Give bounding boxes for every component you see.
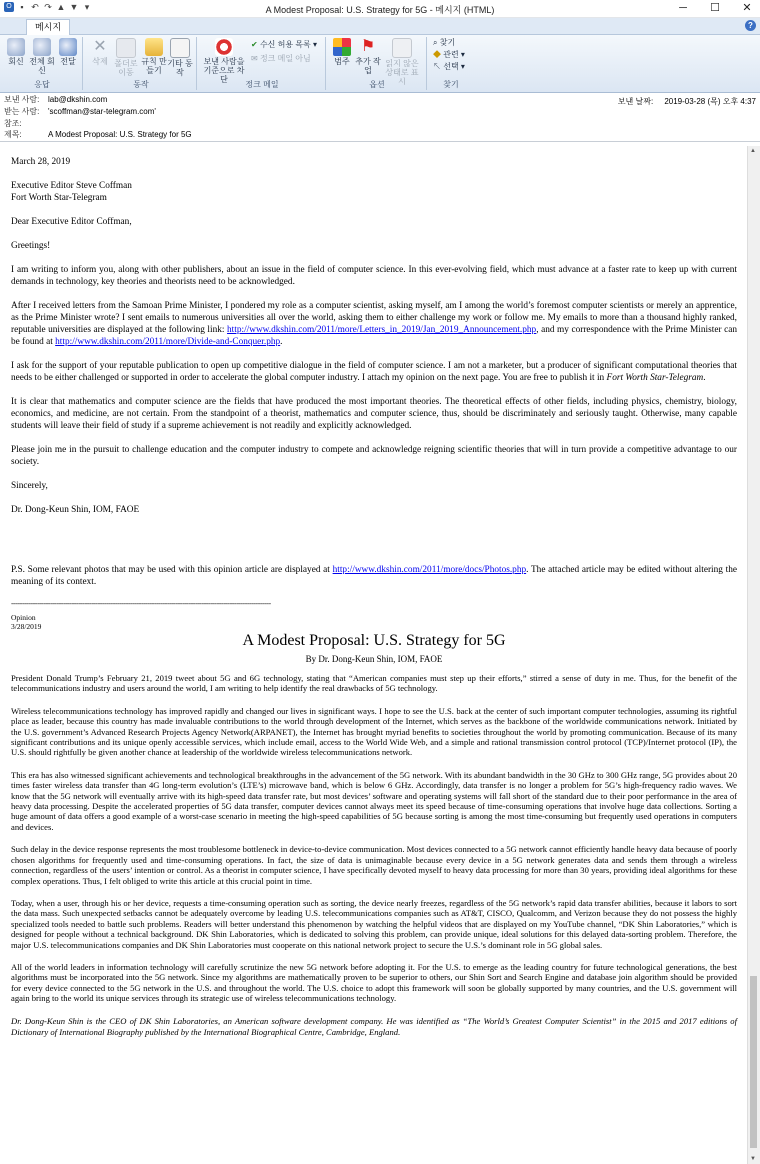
reply-button[interactable]: 회신 bbox=[2, 37, 30, 66]
reply-all-button[interactable]: 전체 회신 bbox=[28, 37, 56, 75]
flag-icon: ⚑ bbox=[360, 38, 376, 55]
ribbon-group-respond bbox=[2, 37, 83, 90]
ribbon-group-label: 동작 bbox=[133, 80, 149, 89]
scroll-up-icon[interactable]: ▲ bbox=[750, 148, 756, 154]
redo-icon[interactable]: ↷ bbox=[44, 2, 52, 12]
cc-row: 참조: bbox=[4, 119, 22, 128]
reply-icon bbox=[7, 38, 25, 56]
salutation: Dear Executive Editor Coffman, bbox=[11, 217, 132, 227]
reply-all-icon bbox=[33, 38, 51, 56]
delete-icon: ✕ bbox=[93, 38, 107, 55]
article-paragraph: Such delay in the device response represents the most troublesome bottleneck in device-to-device communication. Most devices connected to a 5G network cannot efficiently handle heavy data because of poorly chosen algorithms for frequently used and time-consuming operations. In fact, the size of data is unimaginable because every device in a 5G network generates data and sends them through a wireless connection, regardless of the users’ intention or control. As a theorist in computer science, I have specifically devoted myself to heavy data processing for more than 30 years, providing ideal algorithms for these complex operations. Thus, I felt obliged to write this article at this crucial point in time. bbox=[11, 844, 737, 886]
separator-line: ------------------------------------------------------------------------------------------------------------------------ bbox=[11, 599, 271, 608]
to-row: 받는 사람: 'scoffman@star-telegram.com' bbox=[4, 107, 156, 116]
related-button[interactable]: ◆ 관련 ▾ bbox=[433, 50, 465, 59]
customize-toolbar-icon[interactable]: ▾ bbox=[84, 2, 90, 12]
title-bar bbox=[0, 0, 760, 18]
follow-up-button[interactable]: ⚑ 추가 작업 bbox=[355, 38, 381, 75]
greeting: Greetings! bbox=[11, 241, 51, 251]
categorize-button[interactable]: 범주 bbox=[328, 37, 356, 66]
undo-icon[interactable]: ↶ bbox=[31, 2, 39, 12]
up-arrow-icon[interactable]: ▲ bbox=[56, 2, 66, 12]
forward-icon bbox=[59, 38, 77, 56]
outlook-app-icon[interactable]: O bbox=[4, 2, 14, 12]
select-button[interactable]: ↖ 선택 ▾ bbox=[433, 62, 465, 71]
related-icon: ◆ bbox=[433, 50, 441, 59]
ribbon-group-label: 옵션 bbox=[369, 80, 385, 89]
save-icon[interactable]: ▪ bbox=[20, 2, 24, 12]
article-paragraph: This era has also witnessed significant achievements and technological breakthroughs in the advancement of the 5G network. With its abundant bandwidth in the 30 GHz to 300 GHz range, 5G provides about 20 times faster wireless data transfer than 4G long-term evolution’s (LTE’s) microwave band, which is below 6 GHz. Accordingly, data transfer is no longer a problem for 5G’s high-frequency radio waves. We know that the 5G network will eventually arrive with its high-speed data transfer rate, but most devices’ software and operating systems will fall short of the standard due to their poor performance in the area of heavy data processing. Despite the accelerated properties of 5G data transfer, computer devices cannot always meet its speed because of time-consuming operations that involve huge data collections. Sorting a huge amount of data offers a good example of a worst-case scenario in meeting the high-speed capabilities of 5G because sorting is among the most time-consuming but frequently used operations in computers and devices. bbox=[11, 769, 737, 832]
message-body[interactable] bbox=[0, 146, 748, 1164]
article-label: Opinion bbox=[11, 613, 36, 622]
scroll-down-icon[interactable]: ▼ bbox=[750, 1156, 756, 1162]
subject-row: 제목: A Modest Proposal: U.S. Strategy for 5G bbox=[4, 130, 192, 139]
move-to-folder-button[interactable]: 폴더로 이동 bbox=[112, 37, 140, 77]
scrollbar-thumb[interactable] bbox=[750, 976, 757, 1148]
mark-unread-button[interactable]: 읽지 않은 상태로 표시 bbox=[382, 37, 422, 86]
down-arrow-icon[interactable]: ▼ bbox=[69, 2, 79, 12]
select-icon: ↖ bbox=[433, 62, 441, 71]
create-rule-button[interactable]: 규칙 만들기 bbox=[140, 37, 168, 75]
subject-value: A Modest Proposal: U.S. Strategy for 5G bbox=[48, 130, 192, 139]
window-title: A Modest Proposal: U.S. Strategy for 5G - 메시지 (HTML) bbox=[265, 5, 495, 15]
to-value[interactable]: 'scoffman@star-telegram.com' bbox=[48, 107, 156, 116]
article-date: 3/28/2019 bbox=[11, 622, 42, 631]
divide-and-conquer-link[interactable]: http://www.dkshin.com/2011/more/Divide-and-Conquer.php bbox=[55, 337, 281, 347]
ribbon-group-actions bbox=[86, 37, 197, 90]
ribbon-group-label: 응답 bbox=[34, 80, 50, 89]
ribbon-group-label: 찾기 bbox=[443, 80, 459, 89]
minimize-button[interactable]: ─ bbox=[679, 2, 687, 14]
article-paragraph: All of the world leaders in information technology will carefully scrutinize the new 5G network before adopting it. For the U.S. to emerge as the leading country for future technological generations, the best algorithms must be incorporated into the 5G network. Since my algorithms are mathematically proven to be superior to others, our Shin Sort and Search Engine and database join algorithm should be provided for every device connected to the 5G network in the U.S. and throughout the world. The U.S. choice to adopt this framework will soon be globally supported by many countries, and the U.S. government will again bring to the world its unique services through its strategic use of wireless telecommunications technology. bbox=[11, 961, 737, 1004]
from-row: 보낸 사람: lab@dkshin.com bbox=[4, 95, 108, 104]
article-title: A Modest Proposal: U.S. Strategy for 5G bbox=[242, 632, 506, 649]
letter-paragraph: It is clear that mathematics and computer science are the fields that have produced the most important theories. The theoretical effects of other fields, including physics, chemistry, biology, economics, and medicine, are not certain. From the standpoint of a theorist, mathematics and computer science, thus, should be discriminately and seriously taught. Otherwise, many capable students will leave their field of study if a supreme achievement is not readily and explicitly acknowledged. bbox=[11, 397, 737, 431]
vertical-scrollbar[interactable] bbox=[747, 146, 760, 1164]
ribbon-group-label: 정크 메일 bbox=[245, 80, 279, 89]
letter-paragraph: I am writing to inform you, along with other publishers, about an issue in the field of computer science. In this ever-evolving field, which must advance at a faster rate to keep up with current demands in technology, key theories and theorists need to be acknowledged. bbox=[11, 265, 737, 287]
article-byline: By Dr. Dong-Keun Shin, IOM, FAOE bbox=[305, 654, 443, 664]
letter-paragraph: Please join me in the pursuit to challenge education and the computer industry to compete and acknowledge reigning scientific theories that will in turn provide a competitive advantage to our society. bbox=[11, 445, 737, 467]
categorize-icon bbox=[333, 38, 351, 56]
article-paragraph: Wireless telecommunications technology has improved rapidly and changed our lives in significant ways. I hope to see the U.S. back at the center of such important computer technologies, assuming its rightful place as leader, because this country has made invaluable contributions to the world through development of the Internet, which serves as the backbone of the worldwide communications network. Initiated by the U.S. government’s Advanced Research Projects Agency Network(ARPANET), the Internet has brought myriad benefits to societies throughout the world by promoting communication. Because of its many significant contributions and its unique openly accessible services, which include email, access to the World Wide Web, and a simple and rational transmission control protocol (TCP)/Internet protocol (IP), the U.S. should rightfully be given another chance at leadership of the worldwide wireless telecommunications network. bbox=[11, 705, 737, 758]
block-sender-button[interactable]: 보낸 사람을 기준으로 차단 bbox=[201, 37, 247, 84]
from-value[interactable]: lab@dkshin.com bbox=[48, 95, 108, 104]
article-paragraph: Today, when a user, through his or her device, requests a time-consuming operation such as sorting, the device nearly freezes, regardless of the 5G network’s rapid data transfer abilities, because it labors to sort the data mass. Such unexpected setbacks cannot be adequately overcome by leading U.S. telecommunications companies such as AT&T, CISCO, Qualcomm, and Verizon because they do not possess the highly specialized tools needed to battle such problems. Readers will better understand this phenomenon by watching the helpful videos that are displayed on my YouTube channel, “DK Shin Laboratories,” which is designed for people without a technical background. DK Shin Laboratories, which is dedicated to solving this problem, can provide unique, ideal solutions for this delayed data-sorting problem. Therefore, the major U.S. telecommunications companies and DK Shin Laboratories must cooperate on this national network project to secure the U.S.’s dominant role in 5G global sales. bbox=[11, 897, 737, 950]
rule-icon bbox=[145, 38, 163, 56]
other-actions-button[interactable]: 기타 동작 bbox=[166, 37, 194, 77]
forward-button[interactable]: 전달 bbox=[54, 37, 82, 66]
ribbon-group-options bbox=[328, 37, 427, 90]
postscript: P.S. Some relevant photos that may be used with this opinion article are displayed at http://www.dkshin.com/2011/more/docs/Photos.php. The attached article may be edited without altering the meaning of its context. bbox=[11, 565, 737, 587]
letter-paragraph: After I received letters from the Samoan Prime Minister, I pondered my role as a computer scientist, asking myself, am I among the world’s foremost computer scientists or merely an apprentice, as the Prime Minister wrote? I sent emails to numerous universities all over the world, asking them to either challenge my work or follow me. My emails to more than a thousand highly ranked, reputable universities are displayed at the following link: http://www.dkshin.com/2011/more/Letters_in_2019/Jan_2019_Announcement.php, and my correspondence with the Prime Minister can be found at http://www.dkshin.com/2011/more/Divide-and-Conquer.php. bbox=[11, 301, 737, 347]
find-button[interactable]: ⌕ 찾기 bbox=[433, 38, 456, 47]
tab-message[interactable]: 메시지 bbox=[26, 19, 70, 35]
ribbon-tab-row bbox=[0, 18, 760, 35]
maximize-button[interactable]: ☐ bbox=[710, 2, 720, 14]
mark-unread-icon bbox=[392, 38, 412, 58]
other-actions-icon bbox=[170, 38, 190, 58]
checkmark-icon: ✔ bbox=[251, 40, 258, 49]
ribbon bbox=[0, 35, 760, 93]
delete-button[interactable]: ✕ 삭제 bbox=[92, 38, 108, 66]
sent-date: 보낸 날짜: 2019-03-28 (목) 오후 4:37 bbox=[617, 97, 756, 106]
signature: Dr. Dong-Keun Shin, IOM, FAOE bbox=[11, 505, 140, 515]
letters-link[interactable]: http://www.dkshin.com/2011/more/Letters_in_2019/Jan_2019_Announcement.php bbox=[227, 325, 537, 335]
not-junk-button[interactable]: ✉ 정크 메일 아님 bbox=[251, 54, 311, 63]
letter-date: March 28, 2019 bbox=[11, 157, 71, 167]
photos-link[interactable]: http://www.dkshin.com/2011/more/docs/Photos.php bbox=[332, 565, 527, 575]
folder-move-icon bbox=[116, 38, 136, 58]
help-icon[interactable]: ? bbox=[745, 20, 756, 31]
ribbon-group-junk bbox=[199, 37, 326, 90]
block-sender-icon bbox=[215, 38, 233, 56]
close-button[interactable]: ✕ bbox=[742, 2, 752, 14]
closing: Sincerely, bbox=[11, 481, 48, 491]
author-bio: Dr. Dong-Keun Shin is the CEO of DK Shin Laboratories, an American software development company. He was identified as “The World’s Greatest Computer Scientist” in the 2015 and 2017 editions of Dictionary of International Biography published by the International Biographical Centre, Cambridge, England. bbox=[11, 1015, 737, 1037]
addressee: Executive Editor Steve Coffman Fort Worth Star-Telegram bbox=[11, 181, 132, 203]
envelope-icon: ✉ bbox=[251, 54, 258, 63]
binoculars-icon: ⌕ bbox=[433, 38, 438, 47]
letter-paragraph: I ask for the support of your reputable publication to open up competitive dialogue in the field of computer science. I am not a marketer, but a producer of significant computational theories that needs to be either challenged or supported in order to accelerate the global computer industry. I attach my opinion on the next page. You are free to publish it in Fort Worth Star-Telegram. bbox=[11, 361, 737, 383]
message-header bbox=[0, 93, 760, 142]
safe-senders-button[interactable]: ✔ 수신 허용 목록 ▾ bbox=[251, 40, 318, 49]
article-paragraph: President Donald Trump’s February 21, 2019 tweet about 5G and 6G technology, stating that “American companies must step up their efforts,” stirred a sense of duty in me. Thus, for the benefit of the telecommunications industry and users around the world, I am writing to help identify the real drawbacks of 5G technology. bbox=[11, 673, 737, 694]
ribbon-group-find bbox=[429, 37, 473, 90]
